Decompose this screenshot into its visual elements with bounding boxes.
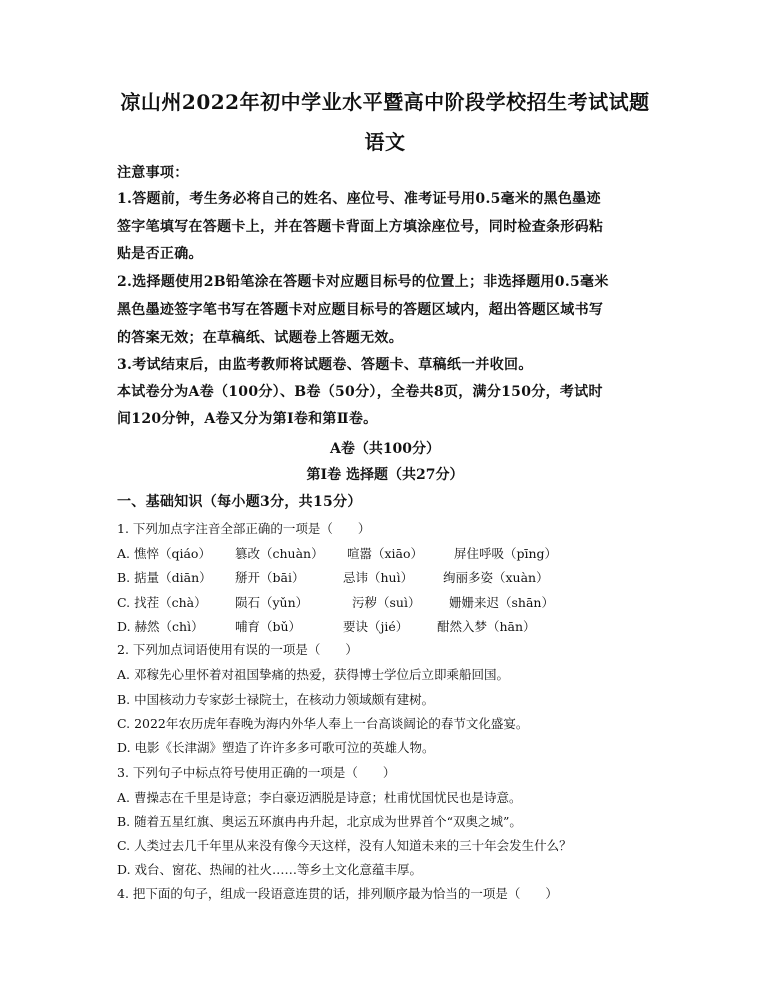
q1-option-cell: 姗姗来迟（shān） bbox=[449, 595, 554, 610]
notice-line: 2.选择题使用2B铅笔涂在答题卡对应题目标号的位置上；非选择题用0.5毫米 bbox=[117, 274, 609, 290]
question-4-stem: 4. 把下面的句子，组成一段语意连贯的话，排列顺序最为恰当的一项是（ ） bbox=[117, 886, 558, 901]
notice-line: 黑色墨迹签字笔书写在答题卡对应题目标号的答题区域内，超出答题区域书写 bbox=[117, 302, 604, 318]
q1-option-cell: 酣然入梦（hān） bbox=[437, 619, 536, 634]
volume-a-heading: A卷（共100分） bbox=[329, 441, 441, 457]
q1-option-cell: 哺育（bǔ） bbox=[235, 619, 302, 634]
question-1-stem: 1. 下列加点字注音全部正确的一项是（ ） bbox=[117, 521, 371, 536]
q1-option-cell: 污秽（suì） bbox=[352, 595, 421, 610]
part-1-heading: 第Ⅰ卷 选择题（共27分） bbox=[306, 467, 464, 483]
notice-line: 间120分钟，A卷又分为第Ⅰ卷和第Ⅱ卷。 bbox=[117, 411, 378, 427]
q1-option-cell: B. 掂量（diān） bbox=[117, 570, 212, 585]
exam-title: 凉山州2022年初中学业水平暨高中阶段学校招生考试试题 bbox=[120, 90, 650, 114]
q1-option-cell: 绚丽多姿（xuàn） bbox=[443, 570, 549, 585]
section-1-heading: 一、基础知识（每小题3分，共15分） bbox=[117, 494, 362, 510]
notice-line: 的答案无效；在草稿纸、试题卷上答题无效。 bbox=[117, 330, 403, 346]
q1-option-cell: 篡改（chuàn） bbox=[235, 546, 324, 561]
notice-line: 1.答题前，考生务必将自己的姓名、座位号、准考证号用0.5毫米的黑色墨迹 bbox=[117, 191, 601, 207]
q1-option-cell: C. 找茬（chà） bbox=[117, 595, 207, 610]
q1-option-row-d bbox=[117, 617, 657, 635]
q1-option-cell: 屏住呼吸（pīng） bbox=[454, 546, 558, 561]
q1-option-row-c bbox=[117, 593, 657, 611]
subject-title: 语文 bbox=[364, 130, 406, 154]
q1-option-cell: 喧嚣（xiāo） bbox=[347, 546, 424, 561]
notice-line: 贴是否正确。 bbox=[117, 246, 203, 262]
q1-option-row-a bbox=[117, 544, 657, 562]
q1-option-cell: 忌讳（huì） bbox=[343, 570, 414, 585]
question-3-stem: 3. 下列句子中标点符号使用正确的一项是（ ） bbox=[117, 765, 396, 780]
q2-option: D. 电影《长津湖》塑造了许许多多可歌可泣的英雄人物。 bbox=[117, 740, 435, 755]
q3-option: A. 曹操志在千里是诗意；李白豪迈洒脱是诗意；杜甫忧国忧民也是诗意。 bbox=[117, 790, 522, 805]
notice-line: 3.考试结束后，由监考教师将试题卷、答题卡、草稿纸一并收回。 bbox=[117, 357, 533, 373]
q3-option: C. 人类过去几千年里从来没有像今天这样，没有人知道未来的三十年会发生什么？ bbox=[117, 838, 572, 853]
q2-option: C. 2022年农历虎年春晚为海内外华人奉上一台高谈阔论的春节文化盛宴。 bbox=[117, 716, 529, 731]
q1-option-cell: 要诀（jié） bbox=[343, 619, 409, 634]
q1-option-row-b bbox=[117, 568, 657, 586]
q2-option: A. 邓稼先心里怀着对祖国挚痛的热爱，获得博士学位后立即乘船回国。 bbox=[117, 667, 509, 682]
notice-line: 签字笔填写在答题卡上，并在答题卡背面上方填涂座位号，同时检查条形码粘 bbox=[117, 219, 604, 235]
q1-option-cell: 掰开（bāi） bbox=[235, 570, 305, 585]
question-2-stem: 2. 下列加点词语使用有误的一项是（ ） bbox=[117, 642, 358, 657]
q3-option: B. 随着五星红旗、奥运五环旗冉冉升起，北京成为世界首个“双奥之城”。 bbox=[117, 814, 522, 829]
notice-line: 本试卷分为A卷（100分）、B卷（50分），全卷共8页，满分150分，考试时 bbox=[117, 384, 603, 400]
q3-option: D. 戏台、窗花、热闹的社火……等乡土文化意蕴丰厚。 bbox=[117, 862, 423, 877]
q1-option-cell: A. 憔悴（qiáo） bbox=[117, 546, 211, 561]
q2-option: B. 中国核动力专家彭士禄院士，在核动力领域颇有建树。 bbox=[117, 692, 435, 707]
q1-option-cell: 陨石（yǔn） bbox=[235, 595, 309, 610]
q1-option-cell: D. 赫然（chì） bbox=[117, 619, 204, 634]
notice-heading: 注意事项： bbox=[117, 165, 189, 181]
